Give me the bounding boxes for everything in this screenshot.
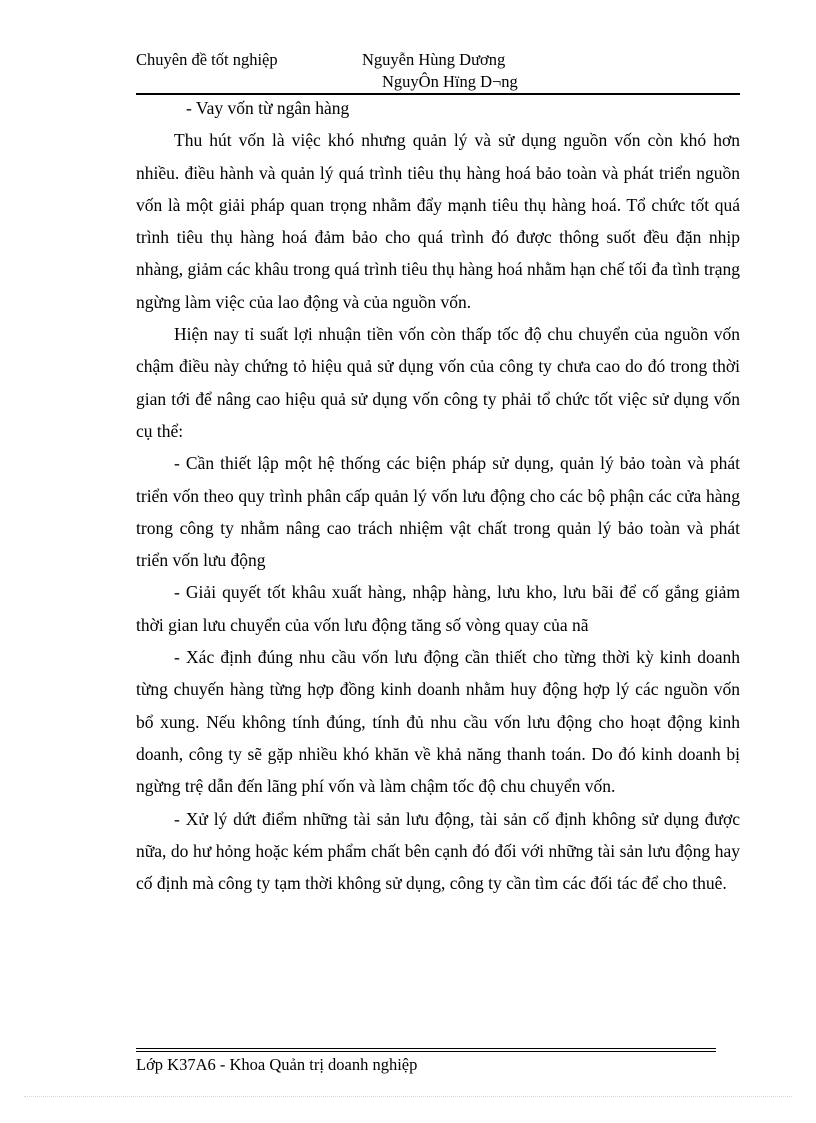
header-title: Chuyên đề tốt nghiệp [136,50,278,69]
paragraph: - Vay vốn từ ngân hàng [186,98,350,118]
paragraph: Hiện nay tỉ suất lợi nhuận tiền vốn còn thấp tốc độ chu chuyển của nguồn vốn chậm điều này chứng tỏ hiệu quả sử dụng vốn của công ty chưa cao do đó trong thời gian tới để nâng cao hiệu quả sử dụng vốn công ty phải tổ chức tốt việc sử dụng vốn cụ thể: [136,324,740,441]
footer-divider-inner [136,1051,716,1052]
header-author-legacy-font: NguyÔn Hïng D¬ng [382,72,518,91]
paragraph: - Xác định đúng nhu cầu vốn lưu động cần thiết cho từng thời kỳ kinh doanh từng chuyến hàng từng hợp đồng kinh doanh nhằm huy động hợp lý các nguồn vốn bổ xung. Nếu không tính đúng, tính đủ nhu cầu vốn lưu động cho hoạt động kinh doanh, công ty sẽ gặp nhiều khó khăn về khả năng thanh toán. Do đó kinh doanh bị ngừng trệ dẫn đến lãng phí vốn và làm chậm tốc độ chu chuyển vốn. [136,647,740,797]
page-footer: Lớp K37A6 - Khoa Quản trị doanh nghiệp [136,1055,418,1074]
header-author: Nguyễn Hùng Dương [362,50,506,69]
paragraph: - Giải quyết tốt khâu xuất hàng, nhập hàng, lưu kho, lưu bãi để cố gắng giảm thời gian lưu chuyển của vốn lưu động tăng số vòng quay của nã [136,582,740,635]
paragraph: - Cần thiết lập một hệ thống các biện pháp sử dụng, quản lý bảo toàn và phát triển vốn theo quy trình phân cấp quản lý vốn lưu động cho các bộ phận các cửa hàng trong công ty nhằm nâng cao trách nhiệm vật chất trong quản lý bảo toàn và phát triển vốn lưu động [136,453,740,571]
page-header [136,50,740,94]
page-bottom-edge [24,1096,792,1097]
document-body [136,92,740,899]
footer-divider [136,1048,716,1049]
paragraph: Thu hút vốn là việc khó nhưng quản lý và sử dụng nguồn vốn còn khó hơn nhiều. điều hành và quản lý quá trình tiêu thụ hàng hoá bảo toàn và phát triển nguồn vốn là một giải pháp quan trọng nhằm đẩy mạnh tiêu thụ hàng hoá. Tổ chức tốt quá trình tiêu thụ hàng hoá đảm bảo cho quá trình đó được thông suốt đều đặn nhịp nhàng, giảm các khâu trong quá trình tiêu thụ hàng hoá nhằm hạn chế tối đa tình trạng ngừng làm việc của lao động và của nguồn vốn. [136,130,740,312]
paragraph: - Xử lý dứt điểm những tài sản lưu động, tài sản cố định không sử dụng được nữa, do hư hỏng hoặc kém phẩm chất bên cạnh đó đối với những tài sản lưu động hay cố định mà công ty tạm thời không sử dụng, công ty cần tìm các đối tác để cho thuê. [136,808,740,894]
